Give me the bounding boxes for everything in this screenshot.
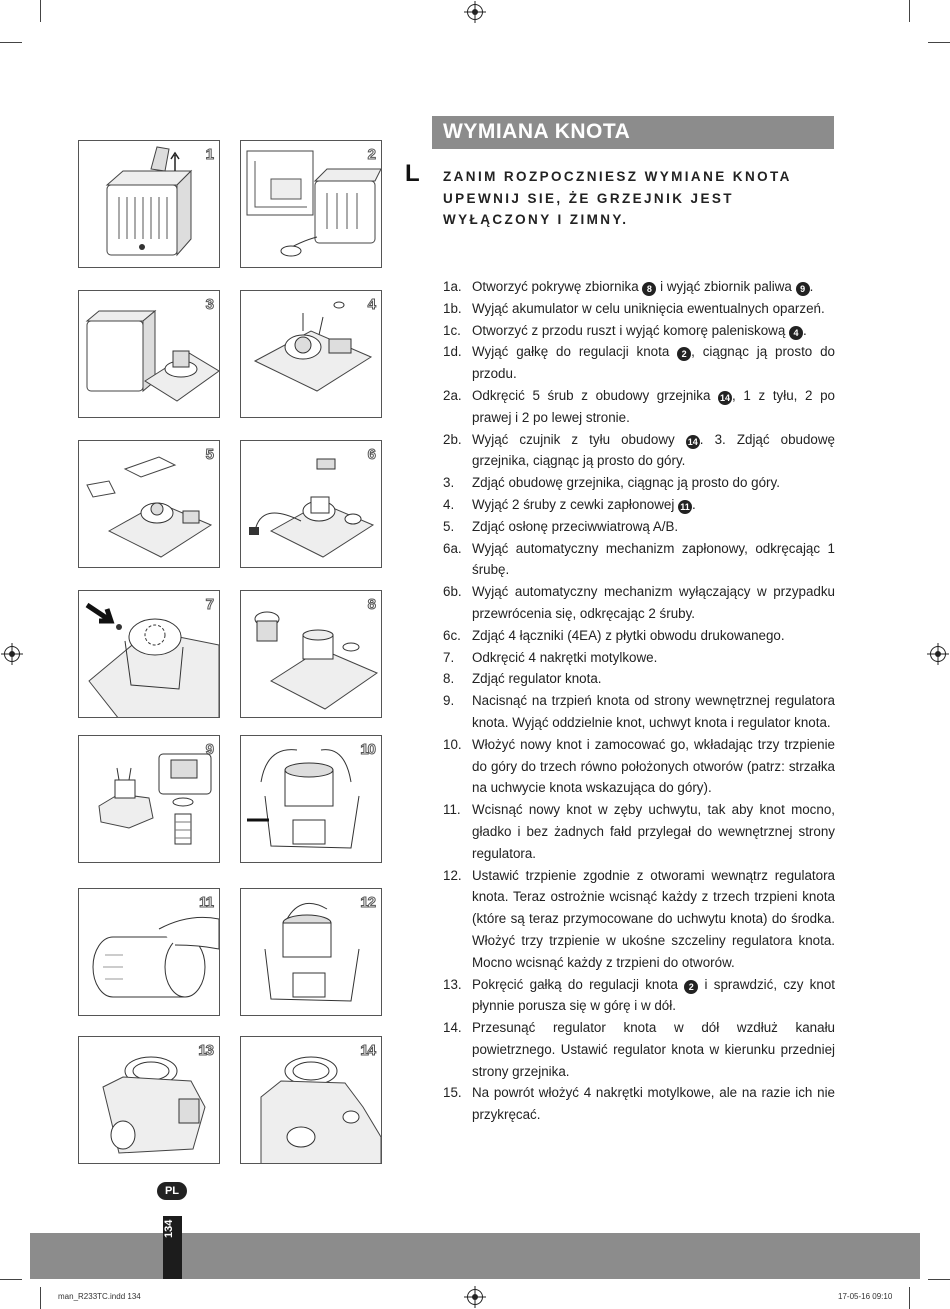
step-text: Nacisnąć na trzpień knota od strony wewnętrznej regulatora knota. Wyjąć oddzielnie knot, uchwyt knota i regulator knota. bbox=[472, 693, 835, 730]
file-slug: man_R233TC.indd 134 bbox=[58, 1292, 141, 1301]
step-item bbox=[443, 516, 835, 538]
step-text-part: Otworzyć z przodu ruszt i wyjąć komorę paleniskową bbox=[472, 322, 790, 338]
step-text-part: Odkręcić 5 śrub z obudowy grzejnika bbox=[472, 387, 719, 403]
heater-illustration bbox=[79, 736, 220, 863]
step-text-part: . bbox=[803, 322, 807, 338]
step-number: 1c. bbox=[443, 322, 461, 338]
step-number: 12. bbox=[443, 867, 462, 883]
step-number: 6c. bbox=[443, 627, 461, 643]
part-number-badge: 14 bbox=[720, 392, 731, 403]
figure-4 bbox=[240, 290, 382, 418]
step-text bbox=[472, 276, 835, 298]
step-number: 11. bbox=[443, 802, 461, 818]
figure-8 bbox=[240, 590, 382, 718]
registration-mark-icon bbox=[4, 646, 20, 662]
step-text-part: , 1 z tyłu, 2 po prawej i 2 po lewej stronie. bbox=[472, 387, 835, 425]
step-text-part: , ciągnąc ją prosto do przodu. bbox=[472, 344, 835, 382]
part-number-badge: 9 bbox=[796, 282, 810, 296]
figure-number: 11 bbox=[199, 894, 213, 911]
figure-number: 13 bbox=[198, 1042, 213, 1059]
step-number: 10. bbox=[443, 736, 462, 752]
step-text: Ustawić trzpienie zgodnie z otworami wewnątrz regulatora knota. Teraz ostrożnie wcisnąć każdy z trzech trzpieni knota (które są teraz przymocowane do uchwytu knota) do środka. Włożyć trzy trzpienie w ukośne szczeliny regulatora knota. Mocno wcisnąć każdy z trzpieni do otworów. bbox=[472, 867, 835, 970]
warning-text: ZANIM ROZPOCZNIESZ WYMIANE KNOTA UPEWNIJ SIE, ŻE GRZEJNIK JEST WYŁĄCZONY I ZIMNY. bbox=[443, 169, 792, 227]
figure-13 bbox=[78, 1036, 220, 1164]
step-text: Wyjąć akumulator w celu uniknięcia ewentualnych oparzeń. bbox=[472, 300, 825, 316]
figure-14 bbox=[240, 1036, 382, 1164]
heater-illustration bbox=[79, 291, 220, 418]
figure-1 bbox=[78, 140, 220, 268]
step-item bbox=[443, 341, 835, 385]
figure-number: 4 bbox=[367, 296, 375, 313]
step-text-part: . 3. Zdjąć obudowę grzejnika, ciągnąc ją prosto do góry. bbox=[472, 431, 835, 469]
figure-2 bbox=[240, 140, 382, 268]
step-text: Na powrót włożyć 4 nakrętki motylkowe, ale na razie ich nie przykręcać. bbox=[472, 1085, 835, 1123]
crop-mark bbox=[0, 42, 22, 43]
steps-list bbox=[443, 276, 835, 1126]
step-number: 1d. bbox=[443, 344, 462, 360]
step-number: 14. bbox=[443, 1020, 462, 1036]
step-number: 3. bbox=[443, 475, 455, 491]
figure-12 bbox=[240, 888, 382, 1016]
step-number: 9. bbox=[443, 693, 455, 709]
heater-illustration bbox=[79, 141, 220, 268]
part-number-badge: 2 bbox=[684, 980, 698, 994]
step-text-part: i wyjąć zbiornik paliwa bbox=[656, 279, 796, 294]
step-text-part: Wyjąć 2 śruby z cewki zapłonowej bbox=[472, 496, 679, 512]
crop-mark bbox=[928, 42, 950, 43]
part-number-badge: 8 bbox=[642, 282, 656, 296]
figure-11 bbox=[78, 888, 220, 1016]
registration-mark-icon bbox=[930, 646, 946, 662]
step-text: Włożyć nowy knot i zamocować go, wkładając trzy trzpienie do góry do trzech równo położonych otworów (patrz: strzałka na uchwycie knota wskazująca do góry). bbox=[472, 736, 835, 796]
crop-mark bbox=[40, 0, 41, 22]
figure-10 bbox=[240, 735, 382, 863]
page-title: WYMIANA KNOTA bbox=[443, 120, 631, 143]
step-number: 6a. bbox=[443, 540, 462, 556]
step-text: Zdjąć osłonę przeciwwiatrową A/B. bbox=[472, 518, 679, 534]
step-text bbox=[472, 320, 835, 342]
step-item bbox=[443, 668, 835, 690]
step-text bbox=[472, 974, 835, 1018]
step-number: 15. bbox=[443, 1085, 462, 1101]
figure-7 bbox=[78, 590, 220, 718]
step-text: Wyjąć automatyczny mechanizm zapłonowy, odkręcając 1 śrubę. bbox=[472, 540, 835, 578]
step-item bbox=[443, 472, 835, 494]
page-number: 134 bbox=[163, 1220, 175, 1239]
date-slug: 17-05-16 09:10 bbox=[838, 1292, 893, 1301]
step-text-part: Wyjąć czujnik z tyłu obudowy bbox=[472, 431, 686, 447]
figure-number: 6 bbox=[367, 446, 375, 463]
step-number: 2b. bbox=[443, 431, 462, 447]
figure-5 bbox=[78, 440, 220, 568]
step-text: Wyjąć automatyczny mechanizm wyłączający w przypadku przewrócenia się, odkręcając 2 śruby. bbox=[472, 584, 835, 621]
heater-illustration bbox=[241, 591, 382, 718]
heater-illustration bbox=[79, 591, 220, 718]
step-text-part: . bbox=[692, 496, 696, 512]
step-item bbox=[443, 581, 835, 625]
step-item bbox=[443, 734, 835, 799]
page-number-tab bbox=[163, 1216, 182, 1279]
step-text-part: Pokręcić gałką do regulacji knota bbox=[472, 976, 685, 992]
heater-illustration bbox=[79, 441, 220, 568]
step-text-part: Wyjąć gałkę do regulacji knota bbox=[472, 344, 678, 360]
step-text bbox=[472, 341, 835, 385]
step-item bbox=[443, 865, 835, 974]
part-number-badge: 11 bbox=[678, 500, 692, 514]
step-item bbox=[443, 647, 835, 669]
step-text: Wcisnąć nowy knot w zęby uchwytu, tak aby knot mocno, gładko i bez żadnych fałd przylegał do wewnętrznej strony regulatora. bbox=[472, 802, 835, 861]
step-number: 1a. bbox=[443, 279, 462, 294]
step-text bbox=[472, 385, 835, 429]
step-item bbox=[443, 494, 835, 516]
step-text bbox=[472, 429, 835, 473]
step-text: Przesunąć regulator knota w dół wzdłuż kanału powietrznego. Ustawić regulator knota w kierunku przedniej strony grzejnika. bbox=[472, 1020, 835, 1079]
step-item bbox=[443, 799, 835, 864]
figure-number: 10 bbox=[360, 741, 375, 758]
figure-number: 2 bbox=[367, 146, 375, 163]
crop-mark bbox=[909, 0, 910, 22]
step-text: Zdjąć obudowę grzejnika, ciągnąc ją prosto do góry. bbox=[472, 475, 780, 491]
part-number-badge: 14 bbox=[687, 436, 698, 447]
figure-number: 12 bbox=[360, 894, 375, 911]
warning-marker-icon: L bbox=[405, 160, 420, 187]
heater-illustration bbox=[241, 441, 382, 568]
step-number: 7. bbox=[443, 649, 455, 665]
crop-mark bbox=[909, 1287, 910, 1309]
figure-number: 5 bbox=[205, 446, 213, 463]
step-item bbox=[443, 276, 835, 298]
step-text bbox=[472, 494, 835, 516]
figure-number: 7 bbox=[205, 596, 213, 613]
step-item bbox=[443, 1017, 835, 1082]
step-text-part: Otworzyć pokrywę zbiornika bbox=[472, 279, 643, 294]
crop-mark bbox=[40, 1287, 41, 1309]
step-item bbox=[443, 538, 835, 582]
step-text: Zdjąć regulator knota. bbox=[472, 671, 602, 687]
step-number: 4. bbox=[443, 496, 455, 512]
step-text: Odkręcić 4 nakrętki motylkowe. bbox=[472, 649, 658, 665]
figure-number: 8 bbox=[367, 596, 375, 613]
figure-number: 14 bbox=[360, 1042, 375, 1059]
step-number: 2a. bbox=[443, 387, 462, 403]
step-item bbox=[443, 298, 835, 320]
step-number: 1b. bbox=[443, 300, 462, 316]
figure-6 bbox=[240, 440, 382, 568]
part-number-badge: 2 bbox=[677, 347, 691, 361]
figure-number: 1 bbox=[205, 146, 213, 163]
step-item bbox=[443, 429, 835, 473]
registration-mark-icon bbox=[467, 1289, 483, 1305]
crop-mark bbox=[928, 1279, 950, 1280]
figure-number: 3 bbox=[205, 296, 213, 313]
section-title-bar bbox=[432, 116, 834, 149]
step-item bbox=[443, 974, 835, 1018]
step-text: Zdjąć 4 łączniki (4EA) z płytki obwodu drukowanego. bbox=[472, 627, 785, 643]
step-text-part: . bbox=[809, 279, 814, 294]
step-number: 5. bbox=[443, 518, 455, 534]
step-item bbox=[443, 625, 835, 647]
language-badge: PL bbox=[157, 1182, 187, 1200]
figure-9 bbox=[78, 735, 220, 863]
heater-illustration bbox=[241, 141, 382, 268]
heater-illustration bbox=[241, 291, 382, 418]
step-item bbox=[443, 1082, 835, 1126]
step-text-part: i sprawdzić, czy knot płynnie porusza się w górę i w dół. bbox=[472, 976, 835, 1014]
figure-number: 9 bbox=[205, 741, 213, 758]
part-number-badge: 4 bbox=[789, 326, 803, 340]
registration-mark-icon bbox=[467, 4, 483, 20]
step-number: 6b. bbox=[443, 584, 462, 600]
step-number: 8. bbox=[443, 671, 455, 687]
step-item bbox=[443, 690, 835, 734]
step-item bbox=[443, 385, 835, 429]
crop-mark bbox=[0, 1279, 22, 1280]
step-number: 13. bbox=[443, 976, 462, 992]
figure-3 bbox=[78, 290, 220, 418]
step-item bbox=[443, 320, 835, 342]
